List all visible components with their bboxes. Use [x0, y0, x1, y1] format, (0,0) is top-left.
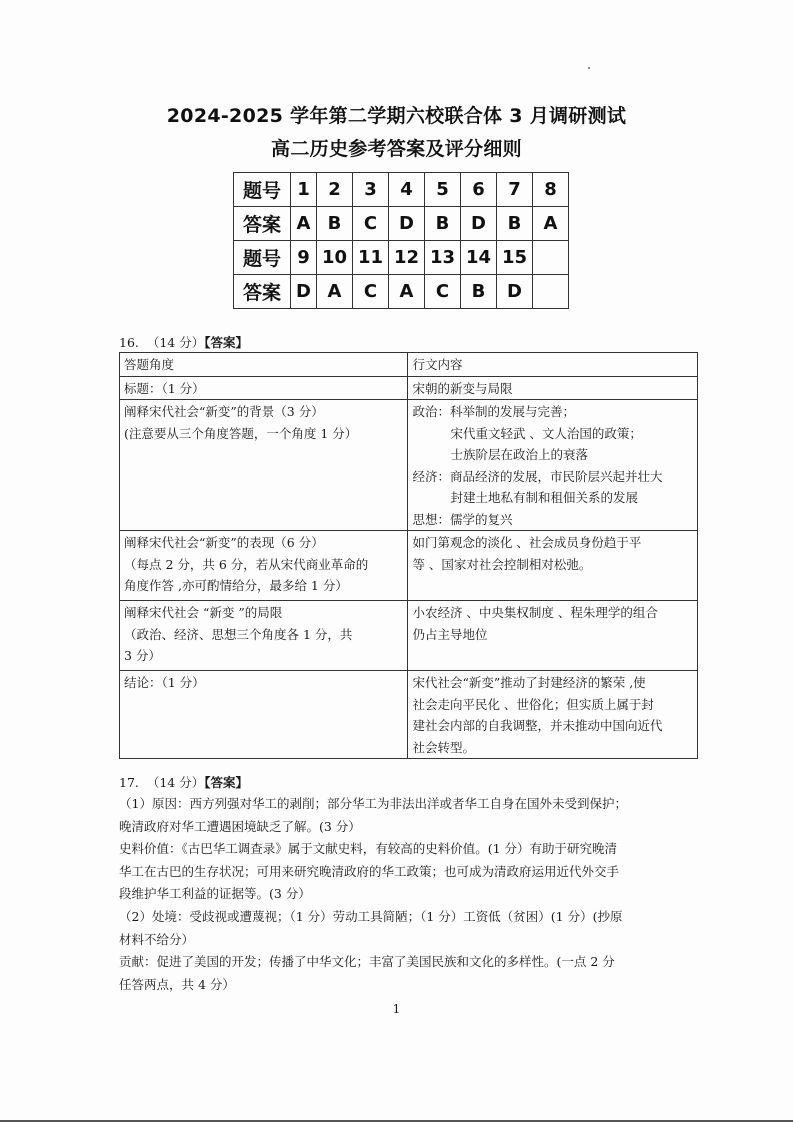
q16-scoring-table	[119, 352, 698, 759]
answer-key-table	[233, 172, 569, 309]
cell-line: 小农经济 、中央集权制度 、程朱理学的组合	[412, 605, 658, 620]
document-title: 2024-2025 学年第二学期六校联合体 3 月调研测试	[166, 105, 627, 127]
scoring-angle-cell	[120, 531, 408, 601]
document-subtitle: 高二历史参考答案及评分细则	[271, 138, 522, 160]
cell-line: 阐释宋代社会 “新变 ”的局限	[124, 605, 283, 620]
answer-cell	[533, 275, 569, 309]
answer-cell: C	[425, 275, 461, 309]
question-cell: 11	[353, 241, 389, 275]
answer-row-label: 答案	[234, 275, 291, 309]
answer-line: 贡献：促进了美国的开发；传播了中华文化；丰富了美国民族和文化的多样性。(一点 2 分	[119, 954, 615, 970]
stray-mark	[588, 67, 590, 69]
question-cell: 3	[353, 173, 389, 207]
table-row	[120, 531, 698, 601]
cell-line: 士族阶层在政治上的衰落	[450, 447, 588, 462]
cell-line: 宋代重文轻武 、文人治国的政策；	[450, 425, 642, 441]
answer-cell: B	[497, 207, 533, 241]
answer-cell: D	[389, 207, 425, 241]
q17-score: （14 分）	[146, 775, 205, 790]
answer-cell: B	[425, 207, 461, 241]
cell-line: 仍占主导地位	[412, 626, 488, 642]
question-cell: 15	[497, 241, 533, 275]
answer-line: 材料不给分）	[119, 931, 195, 947]
cell-line: 阐释宋代社会“新变”的背景（3 分）	[124, 404, 324, 419]
question-cell: 6	[461, 173, 497, 207]
answer-cell: A	[389, 275, 425, 309]
question-cell: 5	[425, 173, 461, 207]
cell-line: （每点 2 分，共 6 分，若从宋代商业革命的	[124, 556, 369, 572]
question-cell: 10	[317, 241, 353, 275]
cell-line: 角度作答 ,亦可酌情给分，最多给 1 分）	[124, 578, 348, 593]
cell-line: 社会走向平民化 、世俗化；但实质上属于封	[412, 696, 654, 712]
answer-cell: C	[353, 207, 389, 241]
table-header-row	[120, 353, 698, 377]
content-cell	[408, 531, 698, 601]
answer-cell: D	[291, 275, 317, 309]
table-row	[120, 376, 698, 400]
q17-heading	[119, 773, 248, 791]
page-number: 1	[392, 1002, 401, 1016]
answer-cell: A	[317, 275, 353, 309]
table-row	[120, 671, 698, 759]
cell-line: 结论：（1 分）	[124, 675, 205, 690]
question-cell: 9	[291, 241, 317, 275]
answer-line: 晚清政府对华工遭遇困境缺乏了解。(3 分）	[119, 818, 361, 834]
scoring-angle-cell	[120, 601, 408, 671]
question-cell: 4	[389, 173, 425, 207]
question-row-label: 题号	[234, 173, 291, 207]
cell-line: 社会转型。	[412, 739, 475, 755]
answer-line: （2）处境：受歧视或遭蔑视；（1 分）劳动工具简陋；（1 分）工资低（贫困）(1 分）(抄原	[119, 908, 623, 924]
answer-cell: C	[353, 275, 389, 309]
question-cell: 14	[461, 241, 497, 275]
content-cell	[408, 376, 698, 400]
answer-key-question-row	[234, 173, 569, 207]
content-cell	[408, 400, 698, 531]
cell-line: 封建土地私有制和租佃关系的发展	[450, 490, 638, 505]
answer-line: 任答两点，共 4 分）	[119, 976, 235, 992]
answer-key-question-row	[234, 241, 569, 275]
cell-line: 建社会内部的自我调整，并未推动中国向近代	[412, 718, 663, 733]
cell-line: 3 分）	[124, 648, 161, 663]
answer-cell: B	[317, 207, 353, 241]
cell-line: 政治：科举制的发展与完善；	[412, 404, 575, 419]
answer-line: 史料价值：《古巴华工调查录》属于文献史料，有较高的史料价值。(1 分）有助于研究晚清	[119, 841, 618, 857]
header-content: 行文内容	[408, 353, 698, 377]
answer-line: 华工在古巴的生存状况；可用来研究晚清政府的华工政策；也可成为清政府运用近代外交手	[119, 863, 620, 879]
content-cell	[408, 671, 698, 759]
answer-cell: A	[291, 207, 317, 241]
header-answer-angle: 答题角度	[120, 353, 408, 377]
q16-number: 16.	[119, 335, 139, 350]
q16-score: （14 分）	[146, 335, 205, 350]
q17-answer-text	[119, 793, 699, 996]
answer-key-answer-row	[234, 275, 569, 309]
cell-line: 标题：（1 分）	[124, 380, 205, 396]
answer-cell: B	[461, 275, 497, 309]
scoring-angle-cell	[120, 376, 408, 400]
question-cell: 12	[389, 241, 425, 275]
q16-answer-tag: 【答案】	[204, 335, 248, 350]
cell-line: 如门第观念的淡化 、社会成员身份趋于平	[412, 535, 642, 550]
answer-line: （1）原因：西方列强对华工的剥削；部分华工为非法出洋或者华工自身在国外未受到保护；	[119, 796, 627, 811]
scoring-angle-cell	[120, 671, 408, 759]
q17-number: 17.	[119, 775, 139, 790]
q17-answer-tag: 【答案】	[204, 775, 248, 790]
cell-line: 经济：商品经济的发展，市民阶层兴起并壮大	[412, 468, 663, 484]
question-cell	[533, 241, 569, 275]
cell-line: 思想：儒学的复兴	[412, 511, 513, 527]
cell-line: (注意要从三个角度答题，一个角度 1 分）	[124, 425, 358, 441]
question-cell: 7	[497, 173, 533, 207]
cell-line: 阐释宋代社会“新变”的表现（6 分）	[124, 535, 324, 550]
answer-line: 段维护华工利益的证据等。(3 分）	[119, 886, 311, 902]
question-row-label: 题号	[234, 241, 291, 275]
table-row	[120, 601, 698, 671]
question-cell: 1	[291, 173, 317, 207]
answer-row-label: 答案	[234, 207, 291, 241]
answer-cell: A	[533, 207, 569, 241]
cell-line: 宋朝的新变与局限	[412, 380, 513, 396]
question-cell: 8	[533, 173, 569, 207]
q16-heading	[119, 333, 248, 351]
scoring-angle-cell	[120, 400, 408, 531]
answer-key-answer-row	[234, 207, 569, 241]
content-cell	[408, 601, 698, 671]
answer-cell: D	[497, 275, 533, 309]
cell-line: 宋代社会“新变”推动了封建经济的繁荣 ,使	[412, 675, 646, 690]
question-cell: 2	[317, 173, 353, 207]
answer-cell: D	[461, 207, 497, 241]
question-cell: 13	[425, 241, 461, 275]
cell-line: 等 、国家对社会控制相对松弛。	[412, 556, 592, 572]
table-row	[120, 400, 698, 531]
cell-line: （政治、经济、思想三个角度各 1 分，共	[124, 626, 353, 642]
